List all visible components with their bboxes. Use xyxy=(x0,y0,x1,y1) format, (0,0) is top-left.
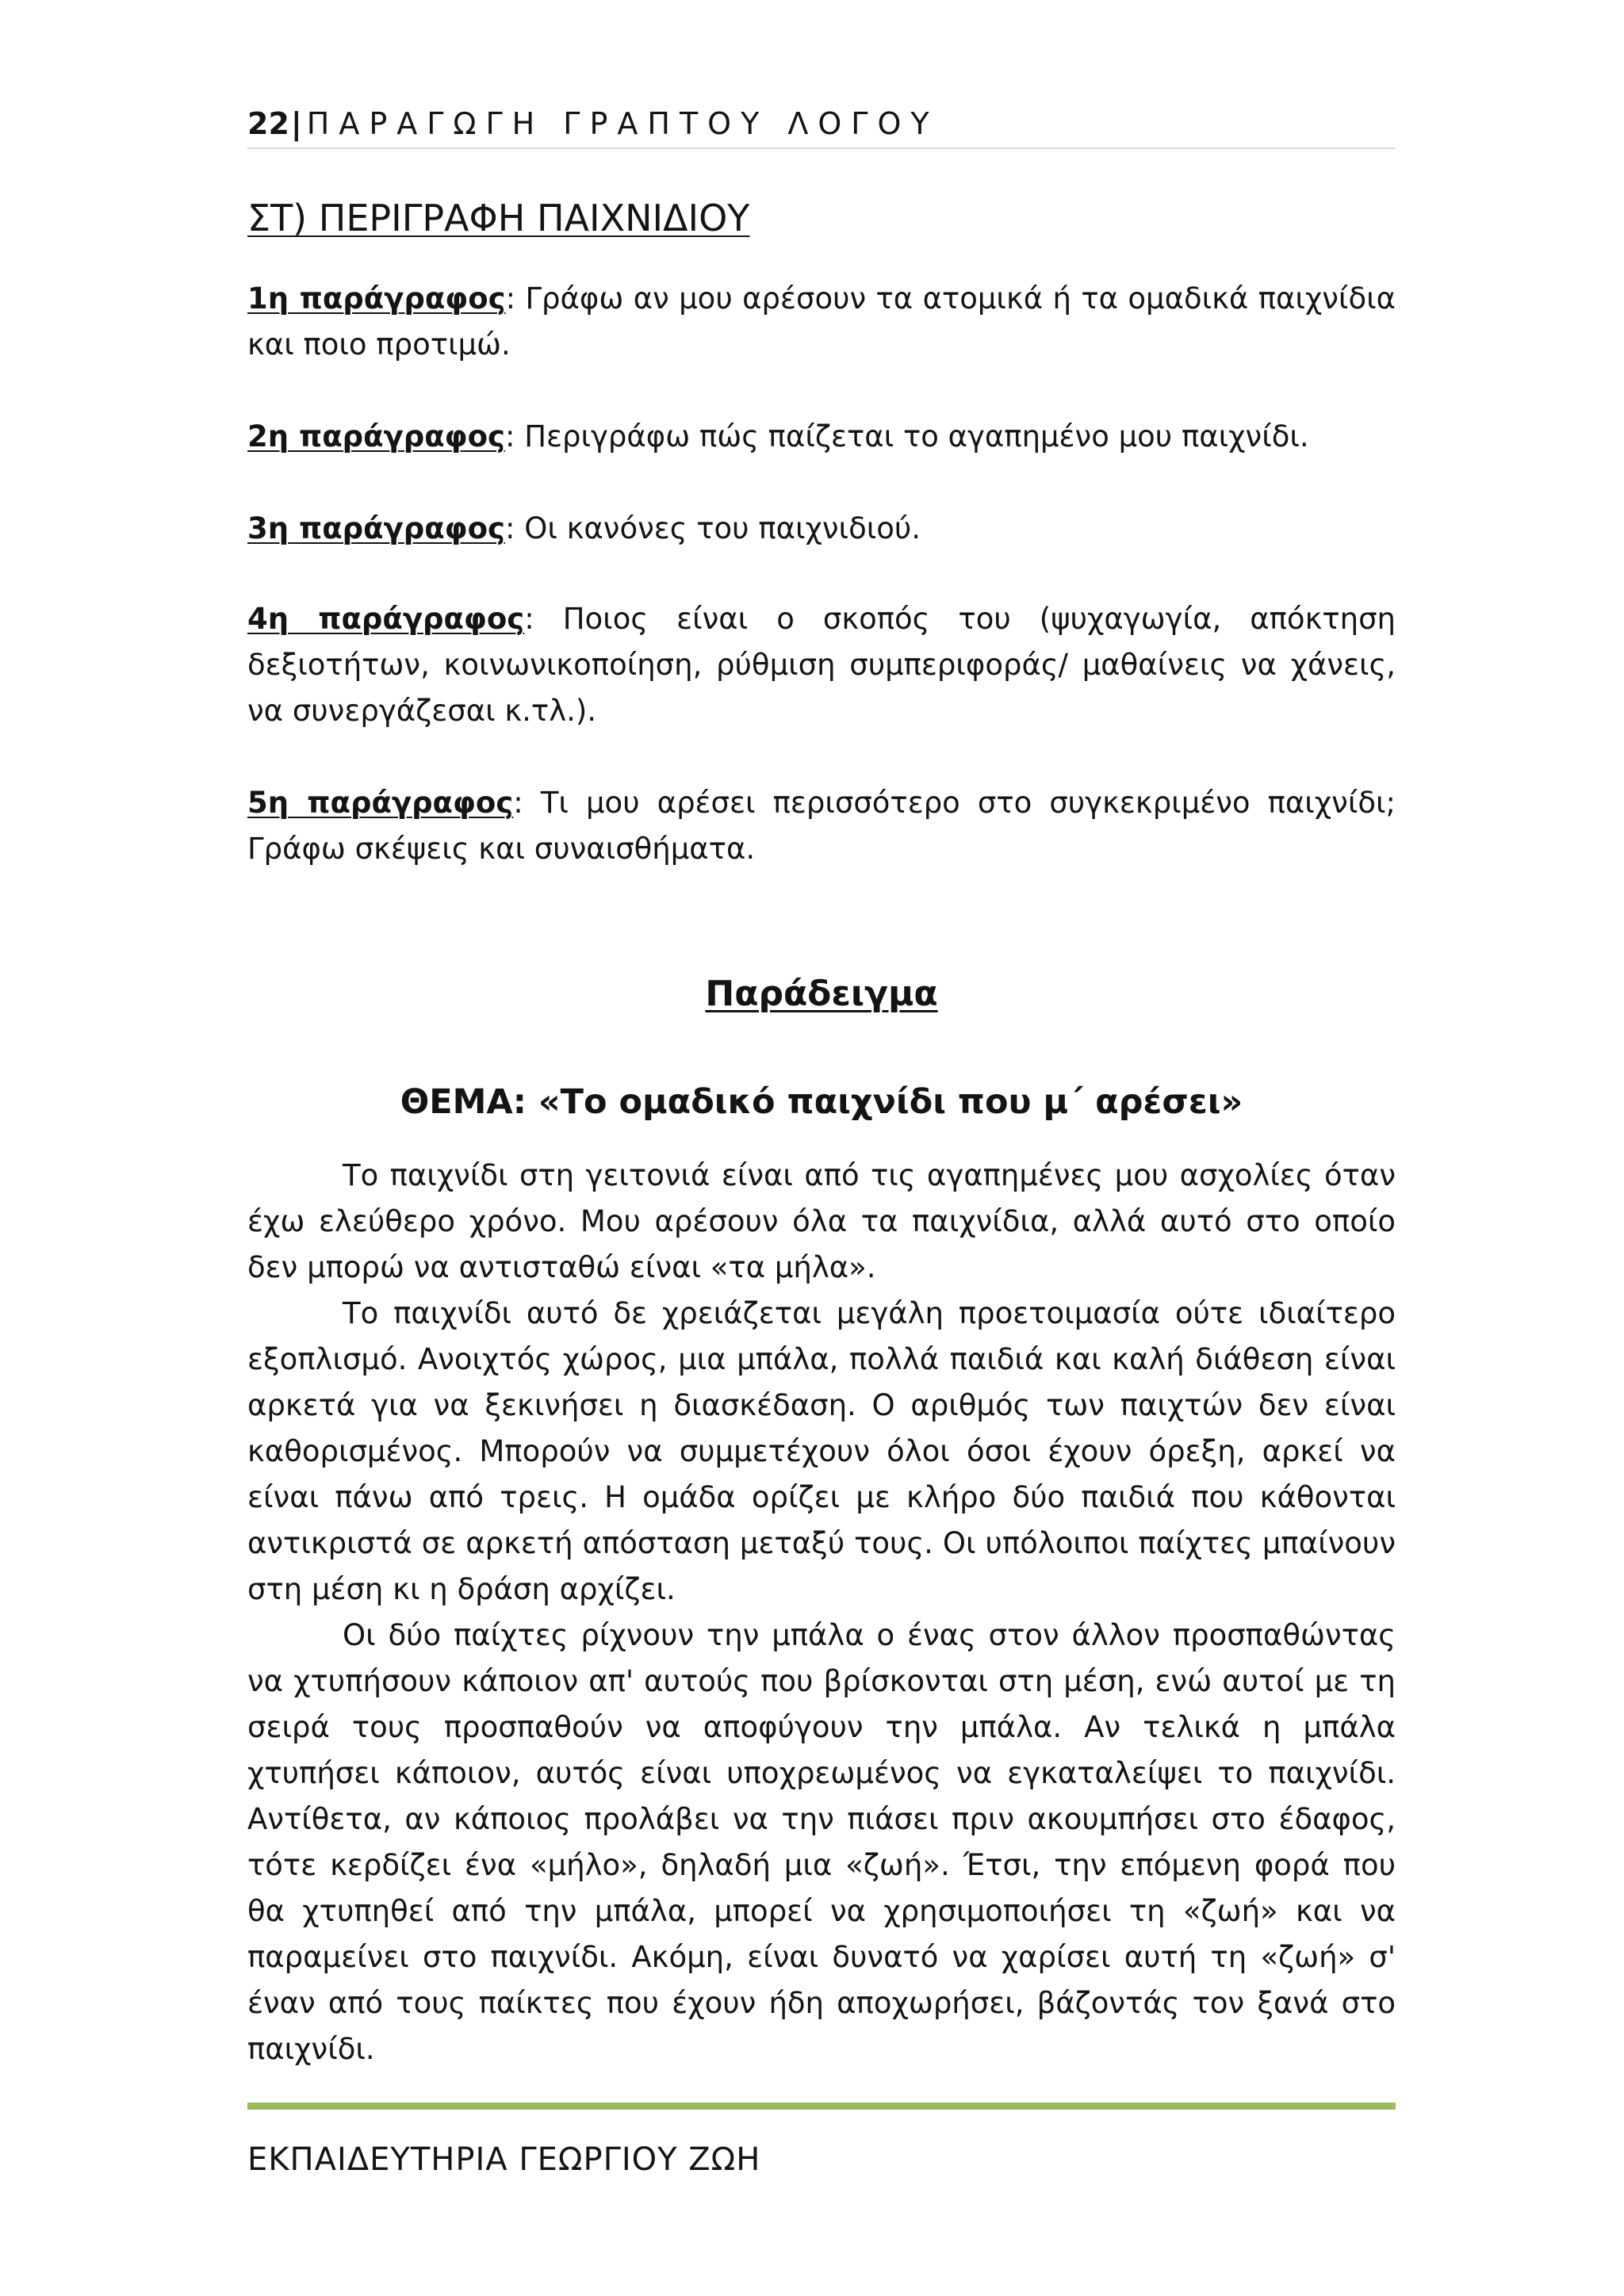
essay-paragraph: Το παιχνίδι αυτό δε χρειάζεται μεγάλη προετοιμασία ούτε ιδιαίτερο εξοπλισμό. Ανοιχτός χώρος, μια μπάλα, πολλά παιδιά και καλή διάθεση είναι αρκετά για να ξεκινήσει η διασκέδαση. Ο αριθμός των παιχτών δεν είναι καθορισμένος. Μπορούν να συμμετέχουν όλοι όσοι έχουν όρεξη, αρκεί να είναι πάνω από τρεις. Η ομάδα ορίζει με κλήρο δύο παιδιά που κάθονται αντικριστά σε αρκετή απόσταση μεταξύ τους. Οι υπόλοιποι παίχτες μπαίνουν στη μέση κι η δράση αρχίζει. xyxy=(247,1296,1396,1606)
section-title: ΣΤ) ΠΕΡΙΓΡΑΦΗ ΠΑΙΧΝΙΔΙΟΥ xyxy=(247,197,750,239)
running-header xyxy=(247,100,1396,147)
header-rule xyxy=(247,147,1396,149)
essay-paragraph: Οι δύο παίχτες ρίχνουν την μπάλα ο ένας στον άλλον προσπαθώντας να χτυπήσουν κάποιον απ' αυτούς που βρίσκονται στη μέση, ενώ αυτοί με τη σειρά τους προσπαθούν να αποφύγουν την μπάλα. Αν τελικά η μπάλα χτυπήσει κάποιον, αυτός είναι υποχρεωμένος να εγκαταλείψει το παιχνίδι. Αντίθετα, αν κάποιος προλάβει να την πιάσει πριν ακουμπήσει στο έδαφος, τότε κερδίζει ένα «μήλο», δηλαδή μια «ζωή». Έτσι, την επόμενη φορά που θα χτυπηθεί από την μπάλα, μπορεί να χρησιμοποιήσει τη «ζωή» και να παραμείνει στο παιχνίδι. Ακόμη, είναι δυνατό να χαρίσει αυτή τη «ζωή» σ' έναν από τους παίκτες που έχουν ήδη αποχωρήσει, βάζοντάς τον ξανά στο παιχνίδι. xyxy=(247,1618,1396,2066)
guide-paragraph-2 xyxy=(247,414,1396,460)
guide-label: 2η παράγραφος xyxy=(247,419,505,453)
guide-label: 5η παράγραφος xyxy=(247,786,514,820)
guide-paragraph-1 xyxy=(247,276,1396,368)
guide-paragraph-4 xyxy=(247,596,1396,734)
essay-paragraph: Το παιχνίδι στη γειτονιά είναι από τις αγαπημένες μου ασχολίες όταν έχω ελεύθερο χρόνο. Μου αρέσουν όλα τα παιχνίδια, αλλά αυτό στο οποίο δεν μπορώ να αντισταθώ είναι «τα μήλα». xyxy=(247,1158,1396,1284)
example-heading: Παράδειγμα xyxy=(705,974,938,1014)
running-title: ΠΑΡΑΓΩΓΗ ΓΡΑΠΤΟΥ ΛΟΓΟΥ xyxy=(306,106,939,141)
page-number: 22 xyxy=(247,106,289,141)
guide-text: : Γράφω αν μου αρέσουν τα ατομικά ή τα ομαδικά παιχνίδια και ποιο προτιμώ. xyxy=(247,281,1396,362)
essay-title: ΘΕΜΑ: «Το ομαδικό παιχνίδι που μ΄ αρέσει» xyxy=(400,1082,1243,1122)
guide-label: 1η παράγραφος xyxy=(247,281,506,316)
header-separator: | xyxy=(290,106,302,141)
guide-paragraph-5 xyxy=(247,780,1396,872)
guide-text: : Ποιος είναι ο σκοπός του (ψυχαγωγία, απόκτηση δεξιοτήτων, κοινωνικοποίηση, ρύθμιση συμπεριφοράς/ μαθαίνεις να χάνεις, να συνεργάζεσαι κ.τλ.). xyxy=(247,602,1396,728)
guide-label: 4η παράγραφος xyxy=(247,602,525,636)
guide-text: : Οι κανόνες του παιχνιδιού. xyxy=(504,511,921,545)
guide-text: : Τι μου αρέσει περισσότερο στο συγκεκριμένο παιχνίδι; Γράφω σκέψεις και συναισθήματα. xyxy=(247,786,1396,866)
essay-body xyxy=(247,1153,1396,2072)
guide-label: 3η παράγραφος xyxy=(247,511,505,545)
footer-rule xyxy=(247,2103,1396,2110)
footer-author: ΕΚΠΑΙΔΕΥΤΗΡΙΑ ΓΕΩΡΓΙΟΥ ΖΩΗ xyxy=(247,2141,761,2178)
document-page xyxy=(247,0,1396,2296)
guide-paragraph-3 xyxy=(247,506,1396,552)
guide-text: : Περιγράφω πώς παίζεται το αγαπημένο μου παιχνίδι. xyxy=(504,419,1309,453)
